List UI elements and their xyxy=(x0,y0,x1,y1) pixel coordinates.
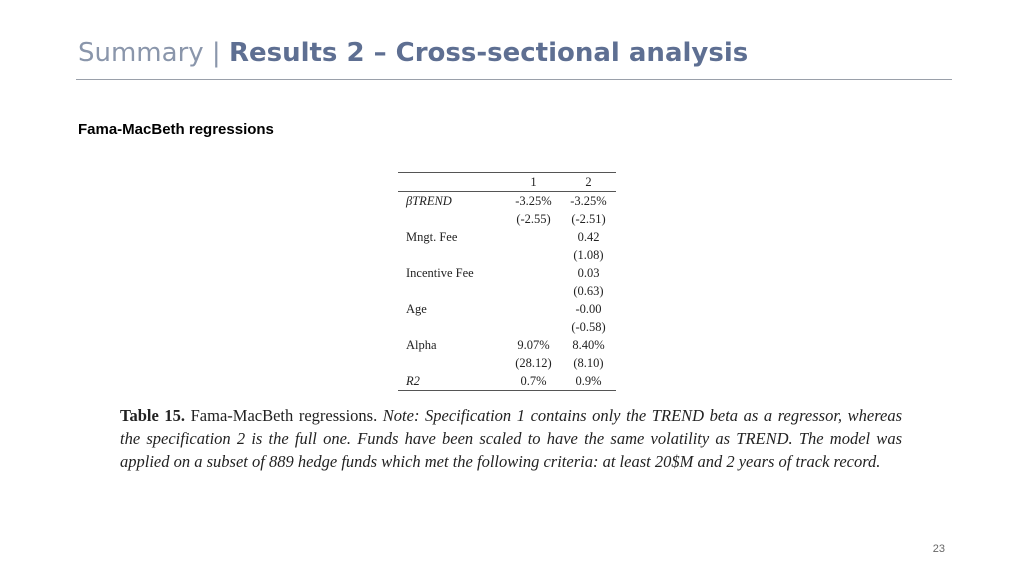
table-row xyxy=(398,282,616,300)
table-cell: 9.07% xyxy=(517,338,550,352)
table-caption xyxy=(120,404,902,473)
table-cell: 0.42 xyxy=(577,230,600,244)
table-row xyxy=(398,318,616,336)
row-label: Incentive Fee xyxy=(406,266,474,280)
r-squared-label: R2 xyxy=(406,374,420,388)
row-label xyxy=(398,282,506,300)
table-cell: (-2.55) xyxy=(516,212,551,226)
slide-title xyxy=(78,38,748,68)
row-label xyxy=(398,318,506,336)
table-cell: -3.25% xyxy=(570,194,607,208)
regression-table xyxy=(398,172,616,391)
row-label xyxy=(398,372,506,391)
row-label xyxy=(398,210,506,228)
column-header: 2 xyxy=(585,175,592,189)
slide-title-main: Results 2 – Cross-sectional analysis xyxy=(228,38,749,68)
title-divider xyxy=(76,79,952,80)
table-row xyxy=(398,210,616,228)
table-row xyxy=(398,300,616,318)
table-cell xyxy=(506,246,561,264)
table-corner-cell xyxy=(398,173,506,192)
row-label: Mngt. Fee xyxy=(406,230,458,244)
table-row xyxy=(398,264,616,282)
table-cell: (1.08) xyxy=(573,248,604,262)
row-label: Alpha xyxy=(406,338,437,352)
table-cell: (28.12) xyxy=(515,356,552,370)
table-cell: (8.10) xyxy=(573,356,604,370)
table-cell: 0.9% xyxy=(575,374,602,388)
table-row xyxy=(398,246,616,264)
table-cell: (-0.58) xyxy=(571,320,606,334)
page-number: 23 xyxy=(932,543,945,555)
table-cell: 0.03 xyxy=(577,266,600,280)
table-cell: 8.40% xyxy=(572,338,605,352)
caption-title: Fama-MacBeth regressions. xyxy=(190,406,378,425)
table-row xyxy=(398,354,616,372)
caption-note: Note: Specification 1 contains only the TREND beta as a regressor, whereas the specification 2 is the full one. Funds have been scaled to have the same volatility as TREND. The model was applied on a subset of 889 hedge funds which met the following criteria: at least 20$M and 2 years of track record. xyxy=(120,406,903,471)
table-row xyxy=(398,372,616,391)
table-cell: (0.63) xyxy=(573,284,604,298)
table-cell: 0.7% xyxy=(520,374,547,388)
table-cell: -3.25% xyxy=(515,194,552,208)
column-header: 1 xyxy=(530,175,537,189)
section-subtitle: Fama-MacBeth regressions xyxy=(78,121,274,138)
row-label xyxy=(398,354,506,372)
row-label: Age xyxy=(406,302,427,316)
table-cell xyxy=(506,264,561,282)
row-label xyxy=(398,192,506,211)
caption-label: Table 15. xyxy=(120,406,186,425)
table-cell xyxy=(506,282,561,300)
table-cell xyxy=(506,228,561,246)
table-row xyxy=(398,228,616,246)
table-cell xyxy=(506,318,561,336)
table-row xyxy=(398,192,616,211)
table-cell: -0.00 xyxy=(575,302,602,316)
slide-title-prefix: Summary | xyxy=(78,38,229,68)
table-cell: (-2.51) xyxy=(571,212,606,226)
table-row xyxy=(398,336,616,354)
table-header-row xyxy=(398,173,616,192)
table-cell xyxy=(506,300,561,318)
beta-trend-label: βTREND xyxy=(406,194,452,208)
row-label xyxy=(398,246,506,264)
